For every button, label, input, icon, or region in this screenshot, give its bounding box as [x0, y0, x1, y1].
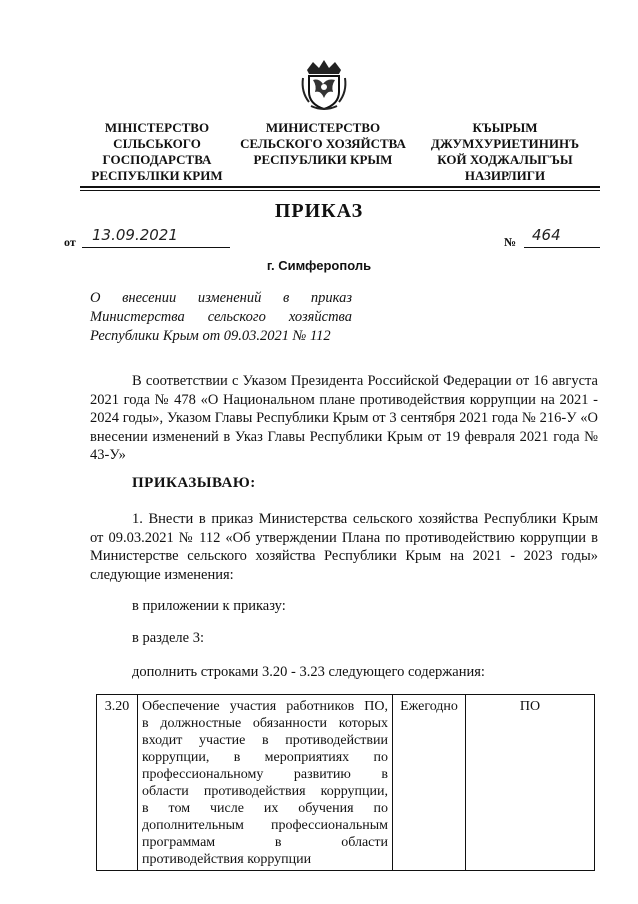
text-line: программам в области [142, 835, 388, 850]
date-label: от [64, 235, 76, 249]
crimea-coat-of-arms-icon [299, 56, 349, 112]
measure-description [138, 695, 393, 871]
header-line: КОЙ ХОДЖАЛЫГЪЫ [437, 152, 573, 167]
row-number: 3.20 [97, 695, 138, 871]
header-divider-thin [80, 190, 600, 191]
header-crimean-tatar [420, 120, 590, 184]
text-line: области противодействия коррупции, [142, 784, 388, 799]
text-line: в том числе их обучения по [142, 801, 388, 816]
header-russian [233, 120, 413, 168]
measures-table [96, 694, 595, 871]
text-line: профессиональному развитию в [142, 767, 388, 782]
date-field: 13.09.2021 [82, 226, 230, 248]
header-line: СІЛЬСЬКОГО [113, 136, 201, 151]
header-line: НАЗИРЛИГИ [464, 168, 546, 183]
header-line: КЪЫРЫМ [472, 120, 538, 135]
header-ukrainian [82, 120, 232, 184]
header-line: СЕЛЬСКОГО ХОЗЯЙСТВА [240, 136, 406, 151]
table-row [97, 695, 595, 871]
instruction-line: дополнить строками 3.20 - 3.23 следующего содержания: [132, 664, 485, 680]
text-line: Обеспечение участия работников ПО, [142, 699, 388, 714]
order-subject: О внесении изменений в приказ Министерства сельского хозяйства Республики Крым от 09.03.2021 № 112 [90, 290, 352, 344]
header-line: ДЖУМХУРИЕТИНИНЪ [430, 136, 580, 151]
number-label: № [504, 235, 517, 249]
header-line: РЕСПУБЛІКИ КРИМ [91, 168, 223, 183]
measure-term: Ежегодно [393, 695, 466, 871]
document-title: ПРИКАЗ [274, 200, 364, 222]
text-line: входит участие в противодействии [142, 733, 388, 748]
text-line: противодействия коррупции [142, 852, 312, 867]
header-line: МИНИСТЕРСТВО [265, 120, 381, 135]
instruction-line: в приложении к приказу: [132, 598, 286, 614]
header-line: ГОСПОДАРСТВА [102, 152, 212, 167]
header-line: МІНІСТЕРСТВО [104, 120, 210, 135]
preamble-paragraph: В соответствии с Указом Президента Российской Федерации от 16 августа 2021 года № 478 «О Национальном плане противодействия коррупции на 2021 - 2024 годы», Указом Главы Республики Крым от 3 сентября 2021 года № 216-У «О внесении изменений в Указ Главы Республики Крым от 19 февраля 2021 года № 43-У» [90, 373, 598, 463]
header-divider [80, 186, 600, 188]
measure-responsible: ПО [466, 695, 595, 871]
number-field: 464 [524, 226, 600, 248]
clause-1-paragraph: 1. Внести в приказ Министерства сельского хозяйства Республики Крым от 09.03.2021 № 112 «Об утверждении Плана по противодействию коррупции в Министерстве сельского хозяйства Республики Крым на 2021 - 2023 годы» следующие изменения: [90, 511, 598, 583]
text-line: в должностные обязанности которых [142, 716, 388, 731]
text-line: дополнительным профессиональным [142, 818, 388, 833]
instruction-line: в разделе 3: [132, 630, 205, 646]
header-line: РЕСПУБЛИКИ КРЫМ [253, 152, 393, 167]
text-line: коррупции, в мероприятиях по [142, 750, 388, 765]
order-heading: ПРИКАЗЫВАЮ: [132, 475, 256, 491]
city: г. Симферополь [266, 258, 372, 273]
